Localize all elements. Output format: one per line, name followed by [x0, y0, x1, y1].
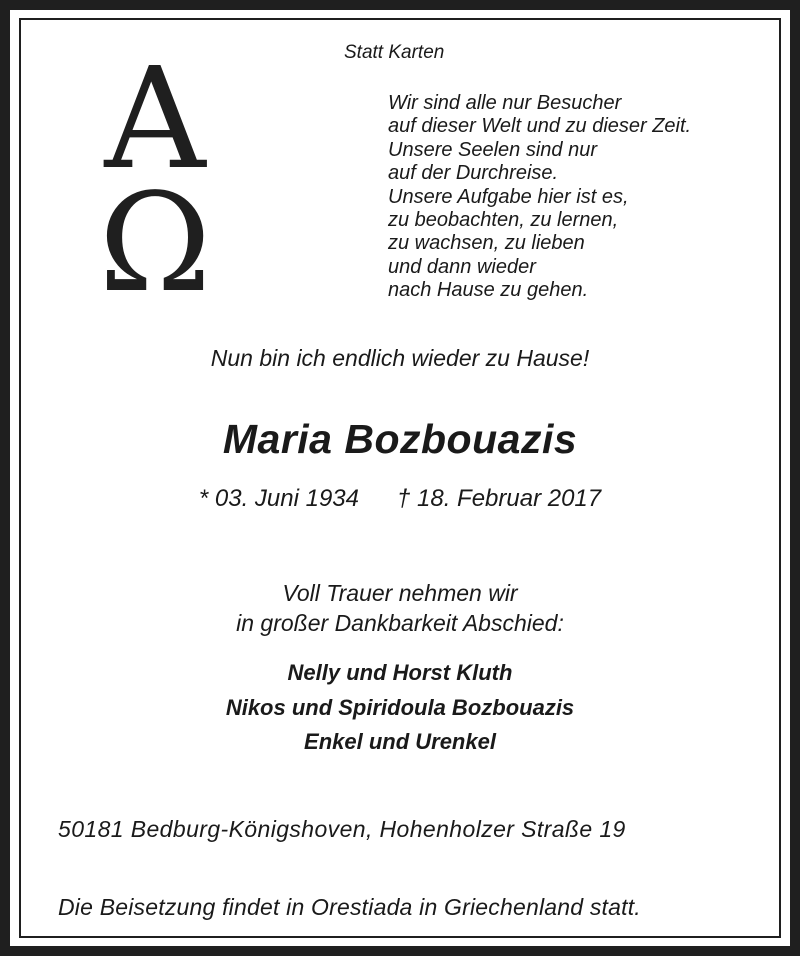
birth-date: * 03. Juni 1934	[198, 485, 359, 512]
mourning-line: in großer Dankbarkeit Abschied:	[236, 610, 564, 636]
family-list	[0, 656, 800, 760]
poem-line: zu beobachten, zu lernen,	[388, 209, 619, 232]
address: 50181 Bedburg-Königshoven, Hohenholzer Straße 19	[58, 816, 626, 842]
family-entry: Enkel und Urenkel	[304, 729, 496, 754]
poem-line: Wir sind alle nur Besucher	[388, 92, 622, 114]
life-dates	[0, 485, 800, 513]
poem	[388, 92, 691, 303]
alpha-symbol-icon: Α	[104, 38, 206, 201]
mourning-text	[0, 578, 800, 638]
poem-line: und dann wieder	[388, 255, 536, 278]
statt-karten-label: Statt Karten	[344, 42, 445, 63]
burial-note: Die Beisetzung findet in Orestiada in Griechenland statt.	[58, 894, 641, 920]
tagline: Nun bin ich endlich wieder zu Hause!	[210, 345, 590, 371]
family-entry: Nikos und Spiridoula Bozbouazis	[225, 694, 575, 720]
omega-symbol-icon: Ω	[98, 165, 212, 323]
poem-line: auf dieser Welt und zu dieser Zeit.	[388, 115, 692, 138]
poem-line: nach Hause zu gehen.	[388, 279, 589, 302]
death-date: † 18. Februar 2017	[396, 485, 602, 512]
mourning-line: Voll Trauer nehmen wir	[282, 580, 518, 606]
poem-line: Unsere Aufgabe hier ist es,	[388, 185, 629, 208]
poem-line: auf der Durchreise.	[388, 162, 559, 185]
poem-line: Unsere Seelen sind nur	[388, 138, 598, 161]
deceased-name: Maria Bozbouazis	[222, 416, 578, 462]
poem-line: zu wachsen, zu lieben	[388, 232, 585, 255]
family-entry: Nelly und Horst Kluth	[287, 660, 513, 685]
